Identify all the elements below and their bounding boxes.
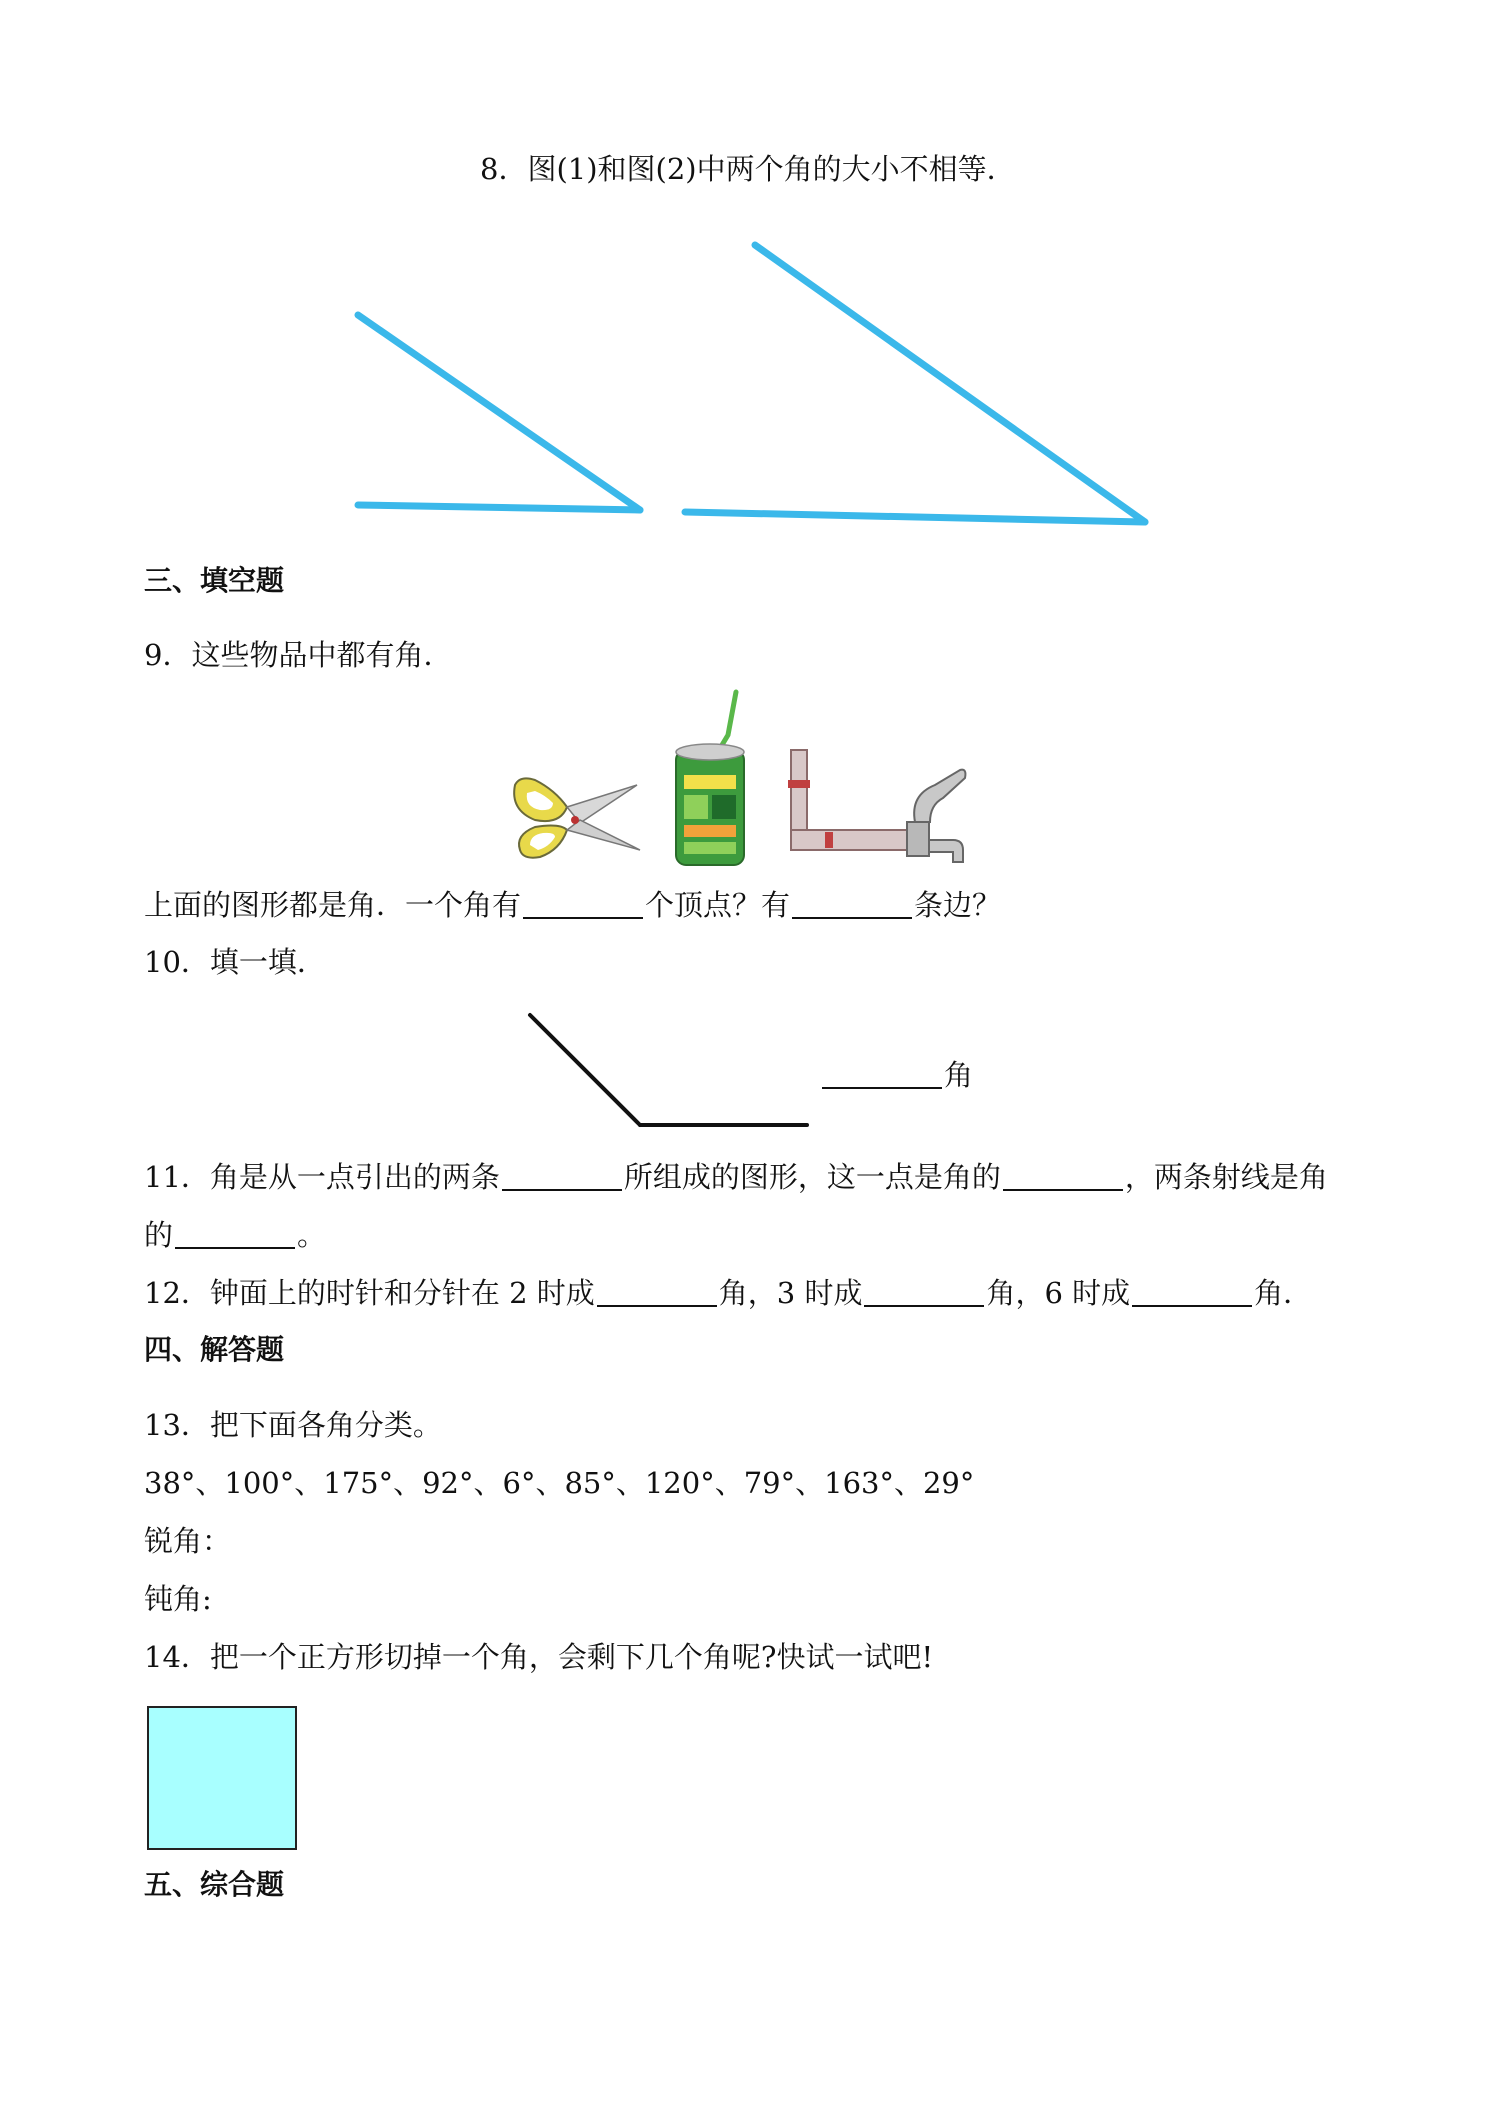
q12-text-c: 角，6 时成 [986,1276,1131,1310]
q11-vertex-blank[interactable] [1003,1160,1123,1191]
q11-line2 [144,1218,326,1253]
q9-text-b: 个顶点？有 [645,888,791,922]
q11-text-e: 。 [297,1218,327,1252]
q13-acute-label: 锐角： [144,1524,232,1558]
section-4-title: 四、解答题 [144,1333,285,1366]
q10-suffix: 角 [944,1058,974,1092]
angle-figure-2 [680,240,1160,530]
q12-text-d: 角． [1254,1276,1313,1310]
q11-text-a: 11．角是从一点引出的两条 [144,1160,500,1194]
scissors-icon [505,765,645,865]
q13-obtuse-label: 钝角: [144,1582,212,1616]
q11-text-c: ，两条射线是角 [1124,1160,1328,1194]
section-3-title: 三、填空题 [144,564,285,597]
q9-text-c: 条边？ [914,888,1002,922]
q13-intro: 13．把下面各角分类。 [144,1408,442,1442]
obtuse-angle-figure [525,1010,815,1140]
q9-question [144,888,1001,923]
q9-text-a: 上面的图形都是角．一个角有 [144,888,522,922]
q11-side-blank[interactable] [175,1218,295,1249]
q12-text-b: 角，3 时成 [718,1276,863,1310]
q12-6oclock-blank[interactable] [1132,1276,1252,1307]
q12-question [144,1276,1312,1311]
q10-blank[interactable] [822,1058,942,1089]
q12-text-a: 12．钟面上的时针和分针在 2 时成 [144,1276,595,1310]
q10-intro: 10．填一填． [144,945,326,979]
q10-answer [820,1058,973,1093]
angle-figure-1 [350,300,650,520]
q9-side-blank[interactable] [792,888,912,919]
soda-can-icon [670,680,750,870]
q11-line1 [144,1160,1328,1195]
square-figure [147,1706,297,1850]
q11-text-b: 所组成的图形，这一点是角的 [623,1160,1001,1194]
faucet-pipe-icon [785,740,975,870]
q11-ray-blank[interactable] [502,1160,622,1191]
q8-text: 8．图(1)和图(2)中两个角的大小不相等． [480,152,1016,186]
section-5-title: 五、综合题 [144,1868,285,1901]
q12-3oclock-blank[interactable] [864,1276,984,1307]
q9-vertex-blank[interactable] [523,888,643,919]
q9-intro: 9．这些物品中都有角． [144,638,453,672]
q11-text-d: 的 [144,1218,174,1252]
q14-text: 14．把一个正方形切掉一个角，会剩下几个角呢?快试一试吧! [144,1640,934,1674]
q12-2oclock-blank[interactable] [597,1276,717,1307]
q13-angles: 38°、100°、175°、92°、6°、85°、120°、79°、163°、29° [144,1466,975,1500]
